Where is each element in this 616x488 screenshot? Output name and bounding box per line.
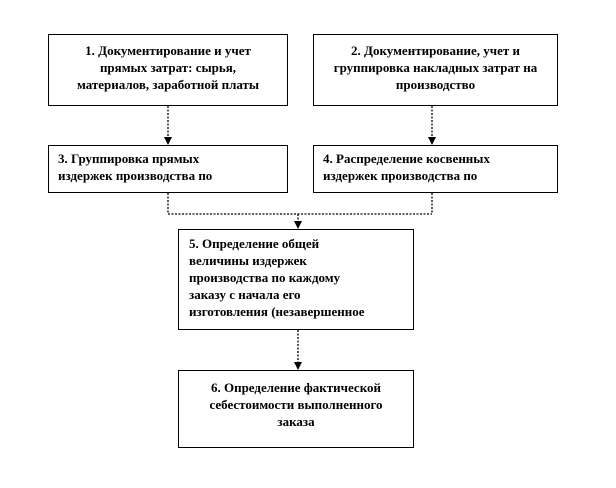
step-2-line-3: производство — [395, 77, 476, 92]
step-6-line-3: заказа — [277, 414, 315, 429]
step-1-line-3: материалов, заработной платы — [76, 77, 260, 92]
step-2-line-2: группировка накладных затрат на — [333, 60, 538, 75]
step-5-line-2: величины издержек — [189, 253, 307, 268]
step-2-line-1: 2. Документирование, учет и — [351, 43, 520, 58]
step-4-line-1: 4. Распределение косвенных — [323, 151, 490, 166]
step-6-line-2: себестоимости выполненного — [209, 397, 383, 412]
step-5-line-1: 5. Определение общей — [189, 236, 320, 251]
step-1-line-2: прямых затрат: сырья, — [99, 60, 237, 75]
step-6-line-1: 6. Определение фактической — [210, 380, 382, 395]
step-1-box — [48, 34, 288, 106]
step-5-line-3: производства по каждому — [189, 270, 341, 285]
step-2-box — [313, 34, 558, 106]
step-4-box — [313, 145, 558, 193]
step-3-box — [48, 145, 288, 193]
step-1-line-1: 1. Документирование и учет — [85, 43, 251, 58]
step-3-line-2: издержек производства по — [58, 168, 213, 183]
step-5-line-4: заказу с начала его — [189, 287, 301, 302]
step-5-line-5: изготовления (незавершенное — [189, 304, 365, 319]
step-3-line-1: 3. Группировка прямых — [58, 151, 200, 166]
step-4-line-2: издержек производства по — [323, 168, 478, 183]
step-5-box — [178, 229, 414, 330]
step-6-box — [178, 370, 414, 448]
